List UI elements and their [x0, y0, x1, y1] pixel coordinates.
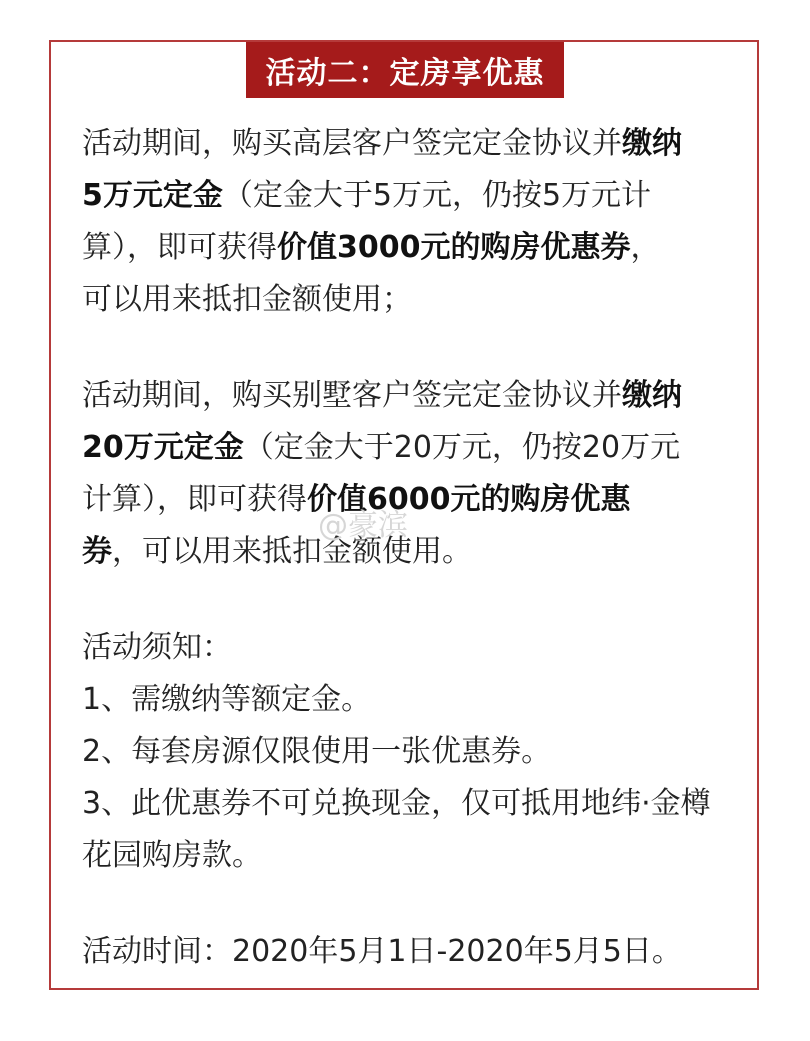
bold-text: 缴纳: [622, 126, 682, 161]
watermark: @豪滨: [318, 508, 408, 543]
bold-text: 5万元定金: [82, 178, 223, 213]
bold-text: 券: [82, 534, 112, 569]
bold-text: 20万元定金: [82, 430, 244, 465]
text-line: [82, 830, 711, 882]
text: 花园购房款。: [82, 838, 262, 873]
text-line: [82, 726, 711, 778]
text: 活动期间，购买别墅客户签完定金协议并: [82, 378, 622, 413]
text: 活动须知：: [82, 630, 232, 665]
text-line: [82, 118, 711, 170]
text-line: [82, 370, 711, 422]
text: 计算），即可获得: [82, 482, 307, 517]
text: ，可以用来抵扣金额使用。: [112, 534, 472, 569]
text: 2、每套房源仅限使用一张优惠券。: [82, 734, 552, 769]
text: 活动期间，购买高层客户签完定金协议并: [82, 126, 622, 161]
text: 可以用来抵扣金额使用；: [82, 282, 412, 317]
text-line: [82, 274, 711, 326]
bold-text: 缴纳: [622, 378, 682, 413]
paragraph-gap: [82, 578, 711, 622]
text: 1、需缴纳等额定金。: [82, 682, 372, 717]
bold-text: 价值6000元的购房优惠: [307, 482, 631, 517]
text: （定金大于5万元，仍按5万元计: [222, 178, 652, 213]
paragraph-gap: [82, 326, 711, 370]
notice-content: [82, 118, 711, 978]
bold-text: 价值3000元的购房优惠券: [277, 230, 631, 265]
text-line: [82, 674, 711, 726]
text: 3、此优惠券不可兑换现金，仅可抵用地纬·金樽: [82, 786, 711, 821]
text: 活动时间：2020年5月1日-2020年5月5日。: [82, 934, 682, 969]
text: ，: [630, 230, 661, 265]
text-line: [82, 622, 711, 674]
text-line: [82, 222, 711, 274]
text-line: [82, 778, 711, 830]
text-line: [82, 170, 711, 222]
text: 算），即可获得: [82, 230, 277, 265]
section-title: 活动二：定房享优惠: [246, 42, 564, 98]
text-line: [82, 926, 711, 978]
text-line: [82, 422, 711, 474]
text: （定金大于20万元，仍按20万元: [243, 430, 681, 465]
paragraph-gap: [82, 882, 711, 926]
